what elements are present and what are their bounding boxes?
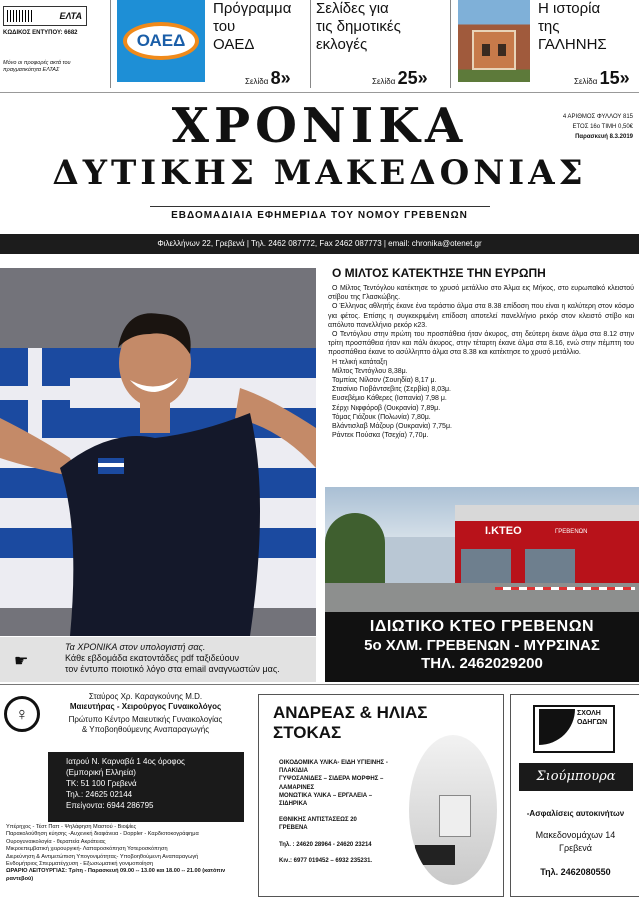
school-name: Σιούμπουρα — [519, 763, 633, 791]
school-insurance: -Ασφαλίσεις αυτοκινήτων — [526, 809, 625, 818]
standings-row: Τομπίας Νίλσον (Σουηδία) 8,17 μ. — [332, 377, 437, 385]
standings-row: Τόμας Γιάζουκ (Πολωνία) 7,80μ. — [332, 413, 431, 421]
standings-title: Η τελική κατάταξη — [332, 358, 388, 366]
divider — [450, 0, 451, 88]
doctor-header: Σταύρος Χρ. Καραγκούνης M.D. Μαιευτήρας - Χειρούργος Γυναικολόγος Πρώτυπο Κέντρο Μαιευτικής Γυναικολογίας & Υποβοηθούμενης Αναπαραγωγής — [68, 692, 223, 734]
story-body — [328, 284, 634, 440]
standings-row: Στασίνιο Γιοβάντσεβιτς (Σερβία) 8,03μ. — [332, 386, 451, 394]
divider — [110, 0, 111, 88]
story-paragraph: Ο Τεντόγλου στην πρώτη του προσπάθεια ήταν άκυρος, στη δεύτερη έκανε άλμα στα 8.12 στην τρίτη προσπάθεια ήταν και πάλι άκυρος, στην τέταρτη έκανε άλμα στα 8.16, ενώ στην πέμπτη του προσπάθεια έκανε το ασύλληπτο άλμα στα 8.38 και κατέκτησε το χρυσό μετάλλιο. — [328, 331, 634, 357]
doctor-ad[interactable] — [0, 690, 245, 895]
issue-info: 4 ΑΡΙΘΜΟΣ ΦΥΛΛΟΥ 815 ΕΤΟΣ 16ο ΤΙΜΗ 0,50€ Παρασκευή 8.3.2019 — [562, 114, 633, 140]
doctor-contact-box: Ιατρού Ν. Καρναβά 1 4ος όροφος (Εμπορική Ελληεία) ΤΚ: 51 100 Γρεβενά Τηλ.: 24625 02144 Επείγοντα: 6944 286795 — [48, 752, 244, 822]
teaser-title: Σελίδες για τις δημοτικές εκλογές — [316, 0, 401, 53]
standings-row: Βλάντισλαβ Μάζουρ (Ουκρανία) 7,75μ. — [332, 423, 452, 431]
teaser-galini[interactable] — [458, 0, 639, 88]
building-facade — [472, 30, 516, 70]
post-note: Μόνο οι προφορές ακτά του πραγματικότητα ΕΛΤΑΣ — [3, 60, 71, 73]
divider — [310, 0, 311, 88]
address-bar: Φιλελλήνων 22, Γρεβενά | Τηλ. 2462 087772, Fax 2462 087773 | email: chronika@otenet.gr — [0, 234, 639, 254]
school-phone: Τηλ. 2462080550 — [540, 867, 611, 877]
teaser-title: Πρόγραμμα του ΟΑΕΔ — [213, 0, 292, 53]
galini-building-image — [458, 0, 530, 82]
rule — [0, 684, 639, 685]
postage-box — [3, 4, 108, 82]
teaser-oaed[interactable] — [117, 0, 307, 88]
top-strip — [0, 0, 639, 93]
postage-stamp — [3, 6, 87, 26]
kteo-name: ΙΔΙΩΤΙΚΟ ΚΤΕΟ ΓΡΕΒΕΝΩΝ — [369, 618, 595, 635]
teaser-page: Σελίδα 15» — [574, 68, 630, 88]
store-title: ΑΝΔΡΕΑΣ & ΗΛΙΑΣ ΣΤΟΚΑΣ — [273, 703, 428, 742]
pointing-hand-icon: ☛ — [14, 653, 29, 670]
oaed-logo-image — [117, 0, 205, 82]
story-paragraph: Ο Έλληνας αθλητής έκανε ένα τεράστιο άλμα στα 8.38 επίδοση που είναι η καλύτερη στον κόσμο για φέτος. Επίσης η συγκεκριμένη επίδοση αποτελεί πανελλήνιο ρεκόρ στον κλειστό στίβο και απόλυτο πανελλήνιο ρεκόρ κ23. — [328, 303, 634, 329]
sink-shape — [439, 795, 471, 837]
masthead-subtitle: ΔΥΤΙΚΗΣ ΜΑΚΕΔΟΝΙΑΣ — [52, 153, 587, 193]
stokas-store-ad[interactable] — [258, 694, 504, 897]
pc-notice — [0, 637, 316, 682]
masthead-tagline: ΕΒΔΟΜΑΔΙΑΙΑ ΕΦΗΜΕΡΙΔΑ ΤΟΥ ΝΟΜΟΥ ΓΡΕΒΕΝΩΝ — [171, 210, 468, 221]
school-logo: ΣΧΟΛΗ ΟΔΗΓΩΝ — [533, 705, 615, 753]
teaser-page: Σελίδα 8» — [245, 68, 291, 88]
teaser-title: Η ιστορία της ΓΑΛΗΝΗΣ — [538, 0, 607, 53]
standings-row: Ευσεβέμιο Κάθερες (Ισπανία) 7,98 μ. — [332, 395, 447, 403]
standings-row: Μίλτος Τεντόγλου 8,38μ. — [332, 367, 408, 375]
masthead-title: ΧΡΟΝΙΚΑ — [171, 98, 468, 154]
pc-notice-text: Τα ΧΡΟΝΙΚΑ στον υπολογιστή σας. Κάθε εβδομάδα εκατοντάδες pdf ταξιδεύουν τον έντυπο ποιοτικό λόγο στα email αναγνωστών μας. — [65, 642, 280, 674]
bathroom-image — [409, 735, 497, 885]
barcode-icon — [7, 10, 33, 22]
school-address: Μακεδονομάχων 14 Γρεβενά — [535, 830, 616, 853]
store-items: ΟΙΚΟΔΟΜΙΚΑ ΥΛΙΚΑ- ΕΙΔΗ ΥΓΙΕΙΝΗΣ - ΠΛΑΚΙΔΙΑ ΓΥΨΟΣΑΝΙΔΕΣ – ΣΙΔΕΡΑ ΜΟΡΦΗΣ – ΛΑΜΑΡΙΝΕΣ ΜΟΝΩΤΙΚΑ ΥΛΙΚΑ – ΕΡΓΑΛΕΙΑ – ΣΙΔΗΡΙΚΑ ΕΘΝΙΚΗΣ ΑΝΤΙΣΤΑΣΕΩΣ 20 ΓΡΕΒΕΝΑ Τηλ. : 24620 28964 - 24620 23214 Κιν.: 6977 019452 – 6932 235231. — [279, 760, 388, 864]
oaed-logo: ΟΑΕΔ — [123, 22, 199, 60]
teaser-page: Σελίδα 25» — [372, 68, 428, 88]
kteo-phone: ΤΗΛ. 2462029200 — [421, 655, 543, 672]
building-front: Ι.ΚΤΕΟ ΓΡΕΒΕΝΩΝ — [455, 521, 639, 583]
kteo-photo — [325, 487, 639, 612]
kteo-address: 5ο ΧΛΜ. ΓΡΕΒΕΝΩΝ - ΜΥΡΣΙΝΑΣ — [364, 637, 600, 654]
building-roof — [455, 505, 639, 521]
story-headline: Ο ΜΙΛΤΟΣ ΚΑΤΕΚΤΗΣΕ ΤΗΝ ΕΥΡΩΠΗ — [332, 266, 546, 280]
post-code: ΚΩΔΙΚΟΣ ΕΝΤΥΠΟΥ: 6682 — [3, 30, 78, 36]
driving-school-ad[interactable] — [510, 694, 639, 897]
medical-logo-icon: ♀ — [4, 696, 40, 732]
rule — [150, 206, 490, 207]
post-service: ΕΛΤΑ — [59, 10, 82, 21]
standings-row: Ράντεκ Πούσκα (Τσεχία) 7,70μ. — [332, 432, 429, 440]
kteo-ad[interactable] — [325, 612, 639, 682]
standings-row: Σέρχι Νιφφόροβ (Ουκρανία) 7,89μ. — [332, 404, 441, 412]
athlete-with-flag-illustration — [0, 268, 316, 636]
story-paragraph: Ο Μίλτος Τεντόγλου κατέκτησε το χρυσό μετάλλιο στο Άλμα εις Μήκος, στο ευρωπαϊκό κλειστού στίβου της Γλασκώβης. — [328, 285, 634, 302]
trees — [325, 513, 385, 593]
athlete-photo — [0, 268, 316, 636]
road-logo-icon — [539, 709, 575, 745]
doctor-services: Υπέρηχος - Τέστ Παπ - Ψηλάφηση Μαστού - Βιοψίες Παρακολούθηση κύησης -Αυχενική διαφάνεια - Doppler - Καρδιοτοκογράφημα Ουρογυναικολογία - θεραπεία Ακράτειας Μικροεπεμβατική χειρουργική- Λαπαροσκόπηση Υστεροσκόπηση Διερεύνηση & Αντιμετώπιση Υπογονιμότητας- Υποβοηθούμενη Αναπαραγωγή Ενδομήτριος Σπερματέγχυση - Εξωσωματική γονιμοποίηση ΩΡΑΡΙΟ ΛΕΙΤΟΥΡΓΙΑΣ: Τρίτη - Παρασκευή 09.00 -- 13.00 και 18.00 -- 21.00 (κατόπιν ραντεβού) — [6, 824, 226, 882]
teaser-elections[interactable] — [316, 0, 446, 88]
